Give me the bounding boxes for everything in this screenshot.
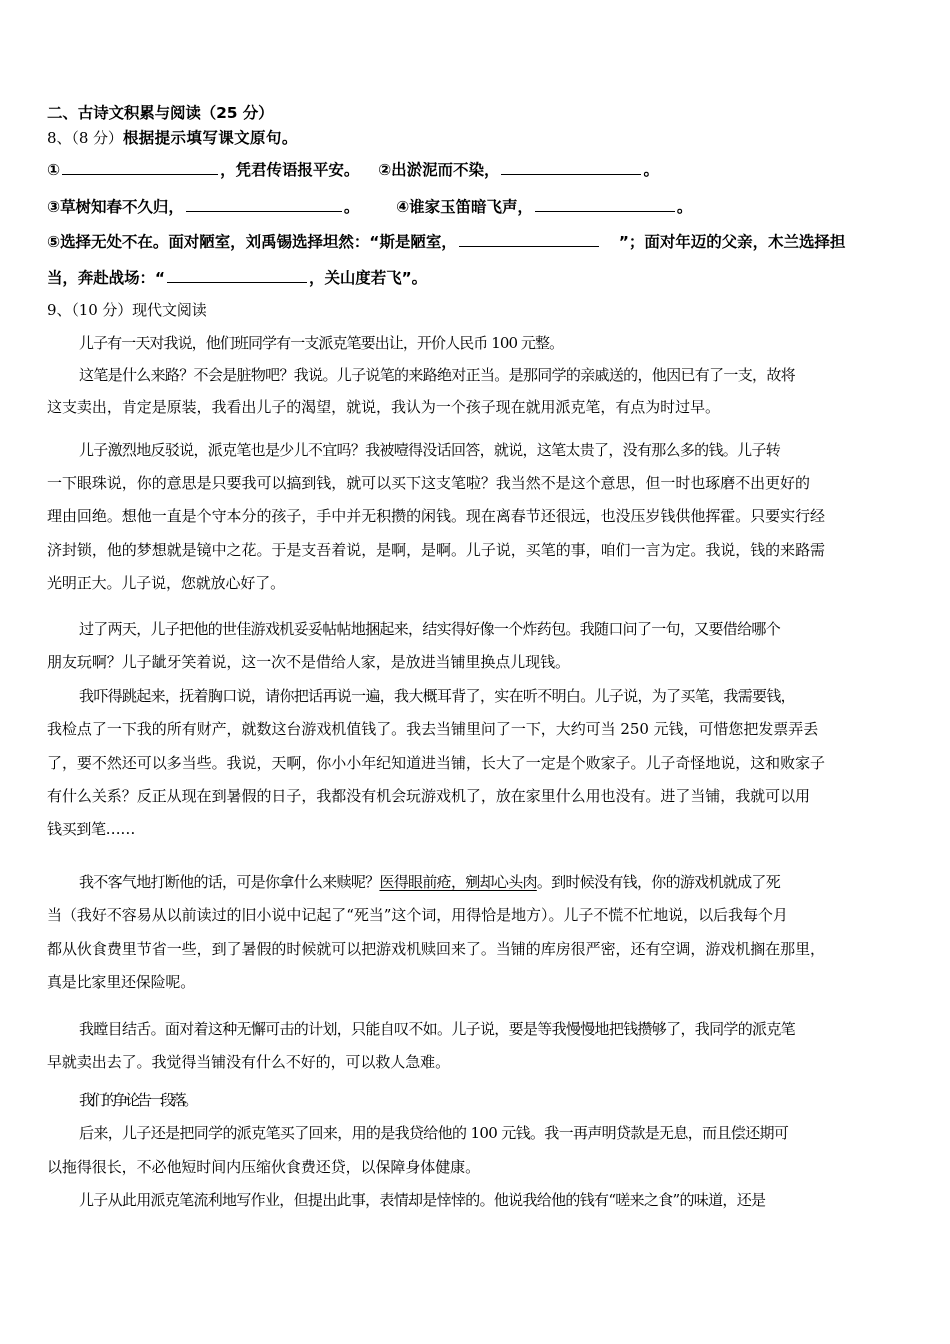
item-text: ”；面对年迈的父亲，木兰选择担 <box>618 233 846 251</box>
q8-points: （8 分） <box>71 129 123 147</box>
item-marker: ③ <box>47 198 61 216</box>
passage-line: 有什么关系？反正从现在到暑假的日子，我都没有机会玩游戏机了，放在家里什么用也没有。进了当铺，我就可以用 <box>47 787 811 805</box>
item-text: 草树知春不久归， <box>60 198 184 216</box>
passage-line: 这支卖出，肯定是原装，我看出儿子的渴望，就说，我认为一个孩子现在就用派克笔，有点为时过早。 <box>47 398 721 416</box>
passage-line: 当（我好不容易从以前读过的旧小说中记起了“死当”这个词，用得恰是地方）。儿子不慌不忙地说，以后我每个月 <box>47 906 788 924</box>
passage-line: 我吓得跳起来，抚着胸口说，请你把话再说一遍，我大概耳背了，实在听不明白。儿子说，为了买笔，我需要钱， <box>79 687 796 705</box>
answer-blank-6[interactable] <box>167 268 307 283</box>
item-1 <box>47 161 365 179</box>
passage-line: 我检点了一下我的所有财产，就数这台游戏机值钱了。我去当铺里问了一下，大约可当 250 元钱，可惜您把发票弄丢 <box>47 720 819 738</box>
underlined-phrase: 医得眼前疮，剜却心头肉 <box>379 873 537 891</box>
answer-blank-2[interactable] <box>501 160 641 175</box>
passage-line: 后来，儿子还是把同学的派克笔买了回来，用的是我贷给他的 100 元钱。我一再声明贷款是无息，而且偿还期可 <box>79 1124 789 1142</box>
item-marker: ① <box>47 161 61 179</box>
item-text: 。 <box>643 161 659 179</box>
answer-blank-3[interactable] <box>186 197 342 212</box>
answer-blank-5[interactable] <box>459 232 599 247</box>
item-4 <box>396 198 692 216</box>
passage-line: 早就卖出去了。我觉得当铺没有什么不好的，可以救人急难。 <box>47 1053 451 1071</box>
item-3 <box>47 198 365 216</box>
q8-prompt: 根据提示填写课文原句。 <box>122 129 298 147</box>
passage-line <box>79 872 939 892</box>
passage-line: 理由回绝。想他一直是个守本分的孩子，手中并无积攒的闲钱。现在离春节还很远，也没压岁钱供他挥霍。只要实行经 <box>47 507 826 525</box>
q9-title: 现代文阅读 <box>132 301 207 319</box>
passage-line: 都从伙食费里节省一些，到了暑假的时候就可以把游戏机赎回来了。当铺的库房很严密，还有空调，游戏机搁在那里， <box>47 940 826 958</box>
passage-line: 一下眼珠说，你的意思是只要我可以搞到钱，就可以买下这支笔啦？我当然不是这个意思，但一时也琢磨不出更好的 <box>47 474 811 492</box>
q8-row-1 <box>47 160 907 180</box>
q9-number: 9、 <box>47 301 72 319</box>
passage-line: 钱买到笔…… <box>47 820 136 838</box>
item-text: 当，奔赴战场：“ <box>47 269 166 287</box>
passage-line: 我瞠目结舌。面对着这种无懈可击的计划，只能自叹不如。儿子说，要是等我慢慢地把钱攒够了，我同学的派克笔 <box>79 1020 796 1038</box>
passage-line: 真是比家里还保险呢。 <box>47 973 196 991</box>
item-text: 。 <box>676 198 693 216</box>
q8-row-2 <box>47 197 907 217</box>
item-text: 谁家玉笛暗飞声， <box>409 198 533 216</box>
item-marker: ⑤ <box>47 233 61 251</box>
item-marker: ② <box>378 161 392 179</box>
passage-line: 这笔是什么来路？不会是脏物吧？我说。儿子说笔的来路绝对正当。是那同学的亲戚送的，他因已有了一支，故将 <box>79 366 796 384</box>
item-text: 出淤泥而不染， <box>391 161 500 179</box>
passage-text: 。到时候没有钱，你的游戏机就成了死 <box>536 873 781 891</box>
q8-header <box>47 128 907 148</box>
item-text: ，关山度若飞”。 <box>309 269 428 287</box>
answer-blank-1[interactable] <box>62 160 218 175</box>
item-text: 选择无处不在。面对陋室，刘禹锡选择坦然：“斯是陋室， <box>60 233 457 251</box>
passage-line: 了，要不然还可以多当些。我说，天啊，你小小年纪知道进当铺，长大了一定是个败家子。儿子奇怪地说，这和败家子 <box>47 754 826 772</box>
passage-line: 以拖得很长，不必他短时间内压缩伙食费还贷，以保障身体健康。 <box>47 1158 481 1176</box>
item-2 <box>378 161 659 179</box>
q8-number: 8、 <box>47 129 72 147</box>
passage-line: 过了两天，儿子把他的世佳游戏机妥妥帖帖地捆起来，结实得好像一个炸药包。我随口问了一句，又要借给哪个 <box>79 620 781 638</box>
answer-blank-4[interactable] <box>535 197 675 212</box>
passage-line: 济封锁，他的梦想就是镜中之花。于是支吾着说，是啊，是啊。儿子说，买笔的事，咱们一言为定。我说，钱的来路需 <box>47 541 826 559</box>
passage-line: 儿子有一天对我说，他们班同学有一支派克笔要出让，开价人民币 100 元整。 <box>79 334 564 352</box>
item-text: ，凭君传语报平安。 <box>220 161 360 179</box>
passage-line: 儿子激烈地反驳说，派克笔也是少儿不宜吗？我被噎得没话回答，就说，这笔太贵了，没有那么多的钱。儿子转 <box>79 441 781 459</box>
item-marker: ④ <box>396 198 410 216</box>
q8-row-3 <box>47 232 907 252</box>
passage-text: 我不客气地打断他的话，可是你拿什么来赎呢？ <box>79 873 380 891</box>
section-title: 二、古诗文积累与阅读（25 分） <box>47 104 274 122</box>
item-text: 。 <box>343 198 360 216</box>
q9-header <box>47 300 907 320</box>
q9-points: （10 分） <box>71 301 133 319</box>
passage-line: 光明正大。儿子说，您就放心好了。 <box>47 574 286 592</box>
q8-row-4 <box>47 268 907 288</box>
passage-line: 我们的争论告一段落。 <box>79 1091 196 1109</box>
passage-line: 儿子从此用派克笔流利地写作业，但提出此事，表情却是悻悻的。他说我给他的钱有“嗟来之食”的味道，还是 <box>79 1191 766 1209</box>
passage-line: 朋友玩啊？儿子龇牙笑着说，这一次不是借给人家，是放进当铺里换点儿现钱。 <box>47 653 571 671</box>
